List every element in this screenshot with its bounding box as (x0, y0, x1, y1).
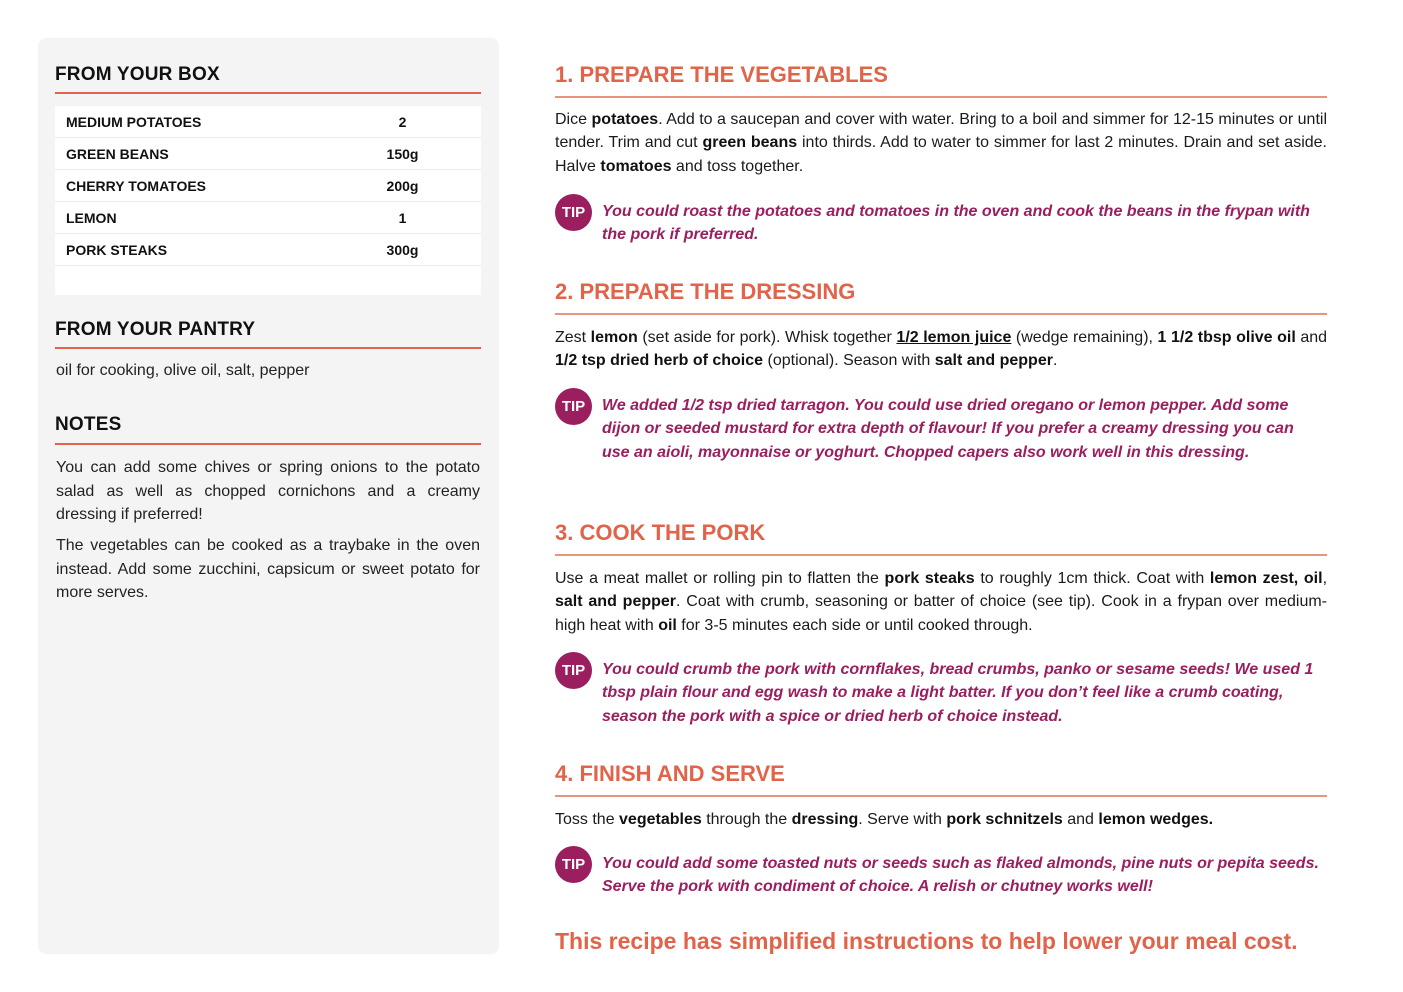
ingredient-quantity: 200g (386, 178, 419, 194)
tip-badge: TIP (555, 388, 592, 425)
step-divider (555, 313, 1327, 315)
heading-divider (55, 347, 481, 349)
box-ingredients-table (55, 106, 481, 295)
table-row (55, 170, 481, 202)
instruction-text: to roughly 1cm thick. Coat with (974, 570, 1210, 587)
instruction-text: Toss the (555, 811, 620, 828)
step-divider (555, 96, 1327, 98)
emphasized-ingredient: salt and pepper (934, 352, 1053, 370)
step-heading: 2. PREPARE THE DRESSING (555, 279, 856, 304)
tip-text: You could crumb the pork with cornflakes, bread crumbs, panko or sesame seeds! We used 1 tbsp plain flour and egg wash to make a light batter. If you don’t feel like a crumb coating, season the pork with a spice or dried herb of choice instead. (602, 661, 1314, 725)
table-row (55, 106, 481, 138)
emphasized-ingredient: oil (658, 616, 677, 634)
emphasized-ingredient: 1/2 lemon juice (896, 329, 1012, 346)
pantry-list: oil for cooking, olive oil, salt, pepper (56, 362, 310, 379)
heading-divider (55, 443, 481, 445)
instruction-text: and toss together. (671, 157, 804, 175)
instruction-text: , (1322, 570, 1328, 587)
tip-badge: TIP (555, 652, 592, 689)
table-row (55, 202, 481, 234)
step-divider (555, 554, 1327, 556)
from-your-pantry-heading: FROM YOUR PANTRY (55, 319, 256, 340)
emphasized-ingredient: tomatoes (600, 157, 672, 175)
emphasized-ingredient: lemon wedges. (1098, 811, 1214, 828)
instruction-text: . (1052, 352, 1058, 370)
ingredient-name: CHERRY TOMATOES (66, 178, 207, 194)
ingredient-quantity: 2 (398, 114, 407, 130)
note-paragraph: You can add some chives or spring onions to the potato salad as well as chopped cornichons and a creamy dressing if preferred! (56, 459, 480, 523)
emphasized-ingredient: 1/2 tsp dried herb of choice (555, 352, 764, 370)
instruction-text: Use a meat mallet or rolling pin to flatten the (555, 570, 885, 587)
step-instructions (555, 326, 1327, 373)
instruction-text: (set aside for pork). Whisk together (637, 329, 897, 346)
tip-text: You could add some toasted nuts or seeds such as flaked almonds, pine nuts or pepita seeds. Serve the pork with condiment of choice. A relish or chutney works well! (602, 855, 1319, 896)
step-heading: 3. COOK THE PORK (555, 520, 766, 545)
tip-text: We added 1/2 tsp dried tarragon. You could use dried oregano or lemon pepper. Add some dijon or seeded mustard for extra depth of flavour! If you prefer a creamy dressing you can use an aioli, mayonnaise or yoghurt. Chopped capers also work well in this dressing. (602, 397, 1294, 461)
emphasized-ingredient: potatoes (591, 111, 659, 128)
emphasized-ingredient: dressing (791, 811, 859, 828)
emphasized-ingredient: 1 1/2 tbsp olive oil (1157, 329, 1296, 346)
emphasized-ingredient: pork schnitzels (946, 811, 1063, 828)
instruction-text: Dice (555, 111, 592, 128)
table-row (55, 234, 481, 266)
table-row (55, 138, 481, 170)
ingredient-name: GREEN BEANS (66, 146, 169, 162)
emphasized-ingredient: salt and pepper (555, 593, 677, 611)
ingredient-quantity: 300g (386, 242, 419, 258)
instruction-text: for 3-5 minutes each side or until cooked through. (676, 616, 1033, 634)
emphasized-ingredient: pork steaks (884, 570, 975, 587)
step-heading: 1. PREPARE THE VEGETABLES (555, 62, 888, 87)
instruction-text: Zest (555, 329, 591, 346)
step-divider (555, 795, 1327, 797)
ingredient-name: MEDIUM POTATOES (66, 114, 202, 130)
instruction-text: (wedge remaining), (1011, 329, 1158, 346)
step-instructions (555, 808, 1327, 831)
tip-text: You could roast the potatoes and tomatoes in the oven and cook the beans in the frypan with the pork if preferred. (602, 203, 1310, 244)
heading-divider (55, 92, 481, 94)
from-your-box-heading: FROM YOUR BOX (55, 64, 220, 85)
ingredients-sidebar (38, 38, 499, 954)
emphasized-ingredient: lemon (590, 329, 638, 346)
step-instructions (555, 108, 1327, 178)
step-heading: 4. FINISH AND SERVE (555, 761, 785, 786)
instruction-text: into thirds. Add to water to simmer for last 2 minutes. Drain and set aside. Halve (555, 134, 1327, 175)
instruction-text: (optional). Season with (763, 352, 935, 370)
emphasized-ingredient: lemon zest, oil (1209, 570, 1323, 587)
ingredient-name: LEMON (66, 210, 117, 226)
note-paragraph: The vegetables can be cooked as a traybake in the oven instead. Add some zucchini, capsicum or sweet potato for more serves. (56, 537, 480, 601)
instruction-text: . Add to a saucepan and cover with water. Bring to a boil and simmer for 12-15 minutes or until tender. Trim and cut (555, 111, 1328, 152)
notes-heading: NOTES (55, 414, 122, 435)
tip-badge: TIP (555, 194, 592, 231)
emphasized-ingredient: green beans (702, 134, 798, 152)
ingredient-quantity: 150g (386, 146, 419, 162)
ingredient-name: PORK STEAKS (66, 242, 168, 258)
tip-badge: TIP (555, 846, 592, 883)
instruction-text: and (1062, 811, 1099, 828)
instruction-text: . Serve with (858, 811, 947, 828)
cost-footer-note: This recipe has simplified instructions to help lower your meal cost. (555, 928, 1298, 954)
emphasized-ingredient: vegetables (619, 811, 702, 828)
instruction-text: . Coat with crumb, seasoning or batter of choice (see tip). Cook in a frypan over medium-high heat with (555, 593, 1327, 634)
instruction-text: through the (701, 811, 792, 828)
step-instructions (555, 567, 1327, 637)
instruction-text: and (1295, 329, 1328, 346)
ingredient-quantity: 1 (398, 210, 407, 226)
